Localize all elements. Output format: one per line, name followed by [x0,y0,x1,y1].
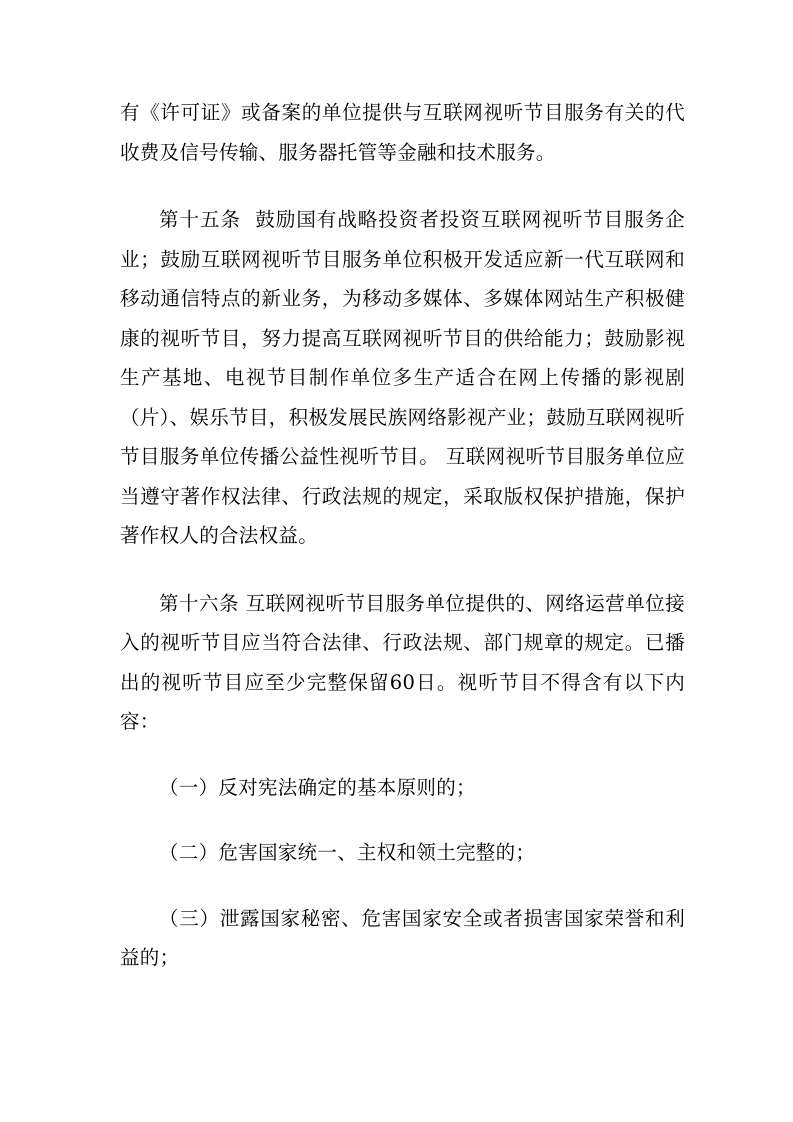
paragraph-article15: 第十五条 鼓励国有战略投资者投资互联网视听节目服务企业；鼓励互联网视听节目服务单位积极开发适应新一代互联网和移动通信特点的新业务，为移动多媒体、多媒体网站生产积极健康的视听节目，努力提高互联网视听节目的供给能力；鼓励影视生产基地、电视节目制作单位多生产适合在网上传播的影视剧（片）、娱乐节目，积极发展民族网络影视产业；鼓励互联网视听节目服务单位传播公益性视听节目。 互联网视听节目服务单位应当遵守著作权法律、行政法规的规定，采取版权保护措施，保护著作权人的合法权益。 [120,208,685,547]
list-item-1: （一）反对宪法确定的基本原则的； [159,775,476,799]
paragraph-article14-continuation: 有《许可证》或备案的单位提供与互联网视听节目服务有关的代收费及信号传输、服务器托管等金融和技术服务。 [120,101,685,164]
list-item-2: （二）危害国家统一、主权和领土完整的； [159,841,536,864]
document-page [120,93,685,978]
list-item-3: （三）泄露国家秘密、危害国家安全或者损害国家荣誉和利益的； [120,906,685,969]
paragraph-article16: 第十六条 互联网视听节目服务单位提供的、网络运营单位接入的视听节目应当符合法律、行政法规、部门规章的规定。已播出的视听节目应至少完整保留60日。视听节目不得含有以下内容： [120,591,685,733]
